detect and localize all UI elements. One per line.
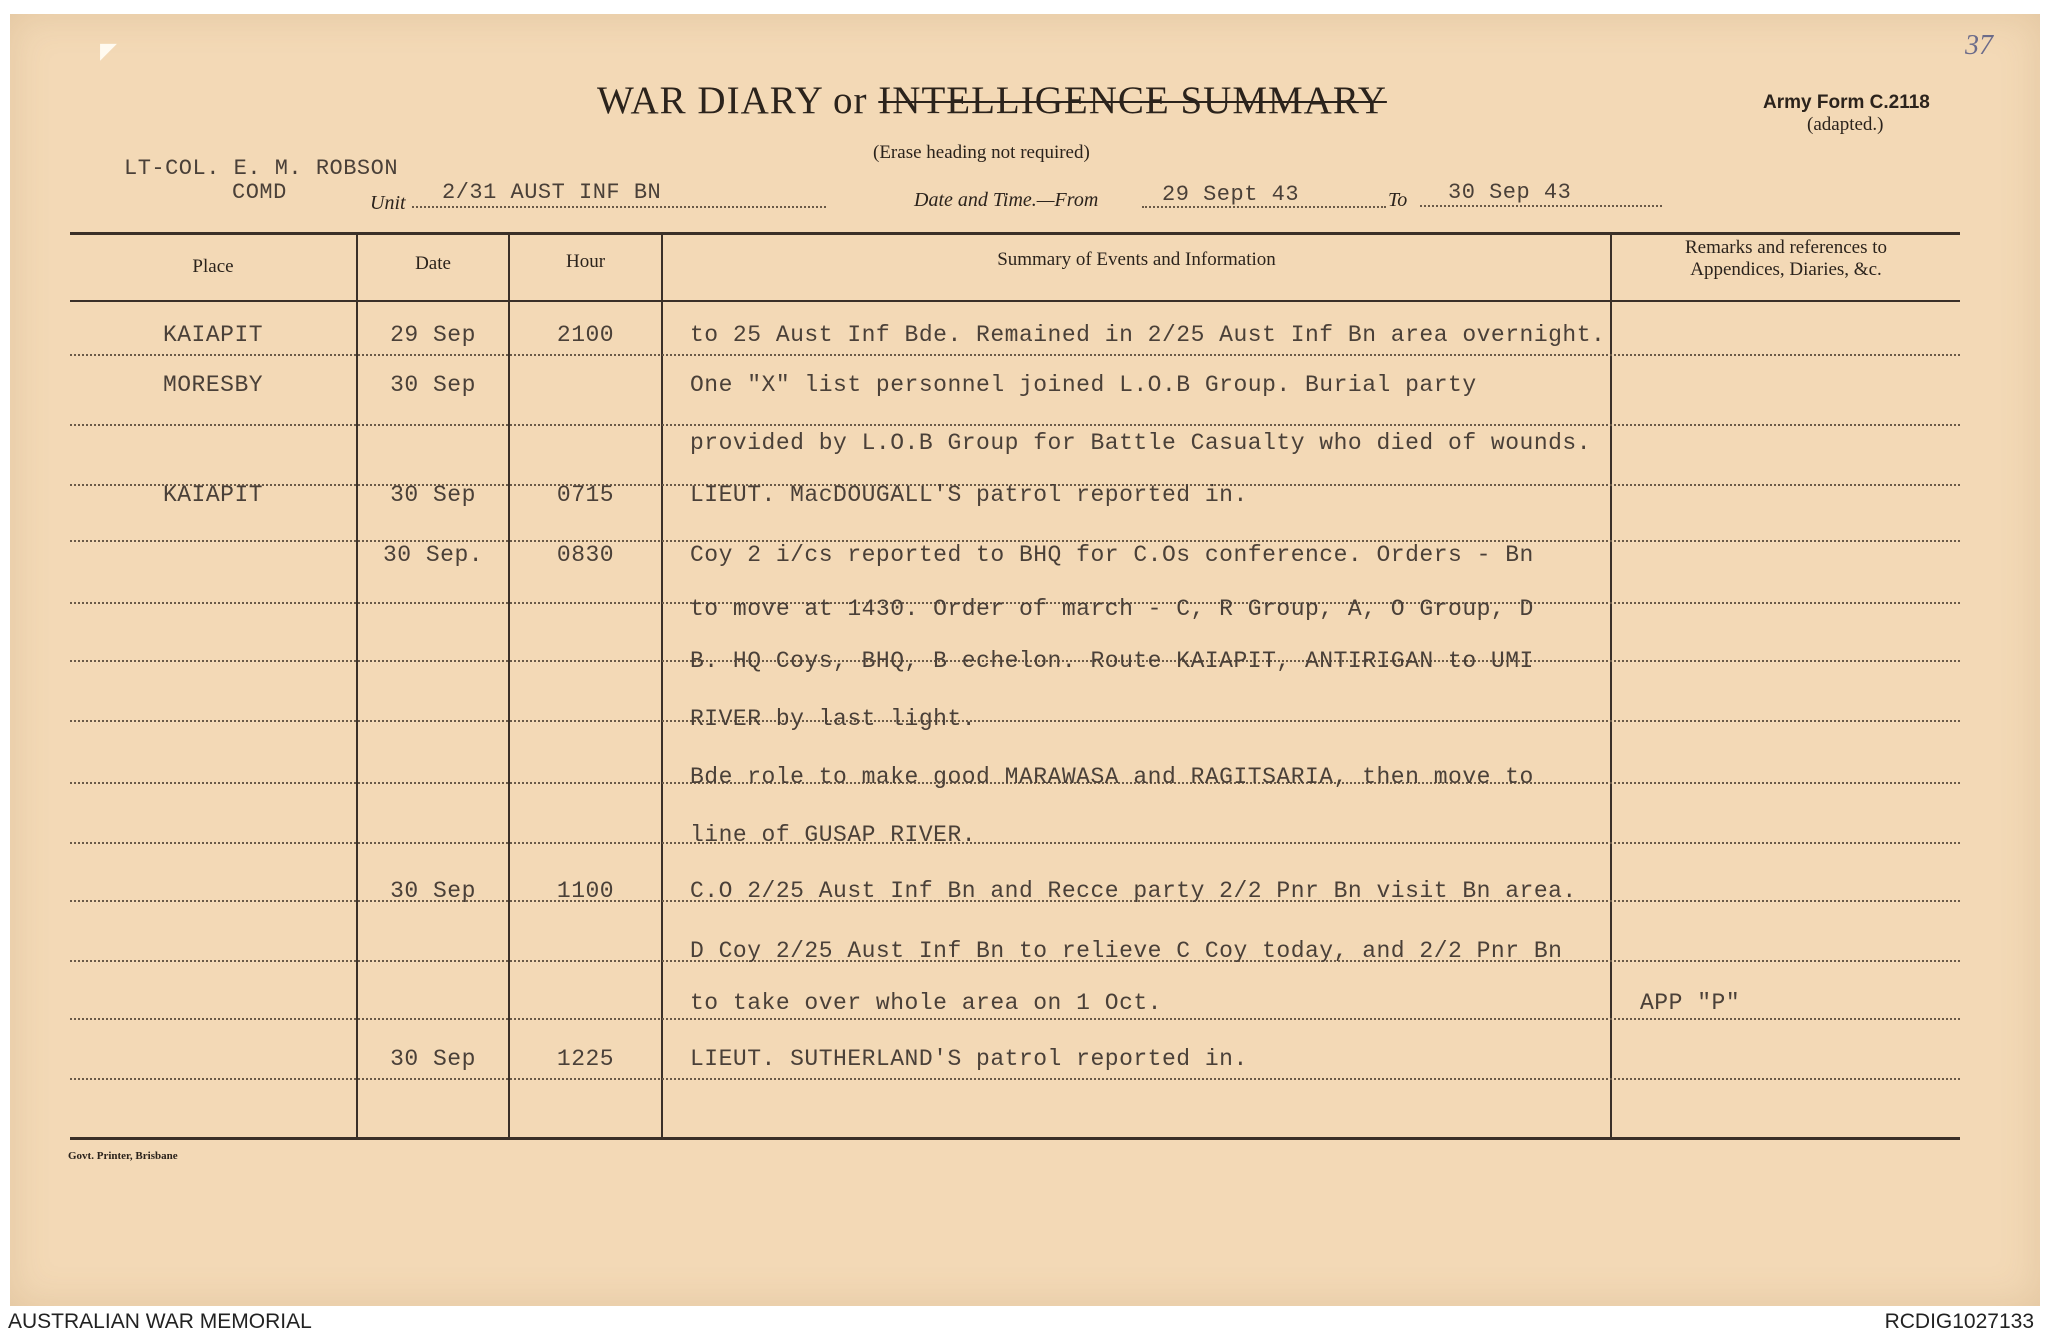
- header-bottom-rule: [70, 300, 1960, 302]
- cell-place: KAIAPIT: [162, 322, 264, 348]
- cell-summary: D Coy 2/25 Aust Inf Bn to relieve C Coy today, and 2/2 Pnr Bn: [690, 938, 1563, 964]
- cell-summary: RIVER by last light.: [690, 706, 977, 732]
- cell-summary: LIEUT. SUTHERLAND'S patrol reported in.: [690, 1046, 1248, 1072]
- page-number-mark: 37: [1965, 30, 1993, 61]
- cell-summary: Bde role to make good MARAWASA and RAGITSARIA, then move to: [690, 764, 1534, 790]
- torn-corner-mark: ◤: [100, 38, 117, 63]
- commander-role: COMD: [232, 180, 287, 205]
- cell-place: KAIAPIT: [162, 482, 264, 508]
- cell-hour: 2100: [556, 322, 615, 348]
- cell-summary: One "X" list personnel joined L.O.B Group. Burial party: [690, 372, 1477, 398]
- date-time-label: Date and Time.—From: [914, 189, 1099, 211]
- table-bottom-rule: [70, 1137, 1960, 1140]
- cell-summary: LIEUT. MacDOUGALL'S patrol reported in.: [690, 482, 1248, 508]
- unit-label: Unit: [370, 192, 406, 214]
- from-date: 29 Sept 43: [1162, 182, 1300, 207]
- row-separator: [70, 424, 1960, 426]
- col-header-hour: Hour: [565, 251, 606, 272]
- row-separator: [70, 1078, 1960, 1080]
- to-line: [1420, 205, 1662, 207]
- unit-line: [412, 206, 826, 208]
- cell-place: MORESBY: [162, 372, 264, 398]
- cell-date: 30 Sep: [390, 372, 476, 398]
- table-top-rule: [70, 232, 1960, 235]
- cell-date: 30 Sep: [390, 878, 476, 904]
- cell-summary: provided by L.O.B Group for Battle Casualty who died of wounds.: [690, 430, 1592, 456]
- unit-value: 2/31 AUST INF BN: [442, 180, 662, 205]
- commander-name: LT-COL. E. M. ROBSON: [124, 156, 399, 181]
- cell-date: 30 Sep.: [382, 542, 484, 568]
- adapted-note: (adapted.): [1807, 114, 1884, 135]
- cell-hour: 0715: [556, 482, 615, 508]
- col-divider-hour: [661, 232, 663, 1137]
- cell-date: 30 Sep: [390, 1046, 476, 1072]
- row-separator: [70, 354, 1960, 356]
- cell-date: 29 Sep: [390, 322, 476, 348]
- col-header-place: Place: [192, 256, 234, 277]
- cell-hour: 1225: [556, 1046, 615, 1072]
- cell-hour: 0830: [556, 542, 615, 568]
- cell-summary: B. HQ Coys, BHQ, B echelon. Route KAIAPIT, ANTIRIGAN to UMI: [690, 648, 1534, 674]
- cell-summary: C.O 2/25 Aust Inf Bn and Recce party 2/2 Pnr Bn visit Bn area.: [690, 878, 1577, 904]
- cell-summary: to take over whole area on 1 Oct.: [690, 990, 1162, 1016]
- cell-summary: to move at 1430. Order of march - C, R Group, A, O Group, D: [690, 596, 1534, 622]
- cell-remarks: APP "P": [1640, 990, 1741, 1016]
- printer-credit: Govt. Printer, Brisbane: [68, 1150, 178, 1162]
- title-struck: INTELLIGENCE SUMMARY: [878, 79, 1387, 122]
- to-date: 30 Sep 43: [1448, 180, 1572, 205]
- form-title: [597, 78, 1387, 123]
- cell-summary: line of GUSAP RIVER.: [690, 822, 977, 848]
- cell-summary: Coy 2 i/cs reported to BHQ for C.Os conference. Orders - Bn: [690, 542, 1534, 568]
- col-header-remarks-1: Remarks and references to: [1684, 237, 1888, 258]
- erase-note: (Erase heading not required): [873, 142, 1090, 163]
- cell-summary: to 25 Aust Inf Bde. Remained in 2/25 Aust Inf Bn area overnight.: [690, 322, 1606, 348]
- archive-name: AUSTRALIAN WAR MEMORIAL: [8, 1310, 312, 1333]
- to-label: To: [1388, 189, 1408, 211]
- col-header-remarks-2: Appendices, Diaries, &c.: [1690, 259, 1882, 280]
- col-divider-date: [508, 232, 510, 1137]
- col-header-date: Date: [415, 253, 451, 274]
- cell-date: 30 Sep: [390, 482, 476, 508]
- record-id: RCDIG1027133: [1884, 1310, 2034, 1333]
- col-header-summary: Summary of Events and Information: [997, 249, 1276, 270]
- cell-hour: 1100: [556, 878, 615, 904]
- col-divider-place: [356, 232, 358, 1137]
- row-separator: [70, 1018, 1960, 1020]
- title-main: WAR DIARY or: [597, 79, 868, 122]
- army-form-number: Army Form C.2118: [1763, 92, 1930, 113]
